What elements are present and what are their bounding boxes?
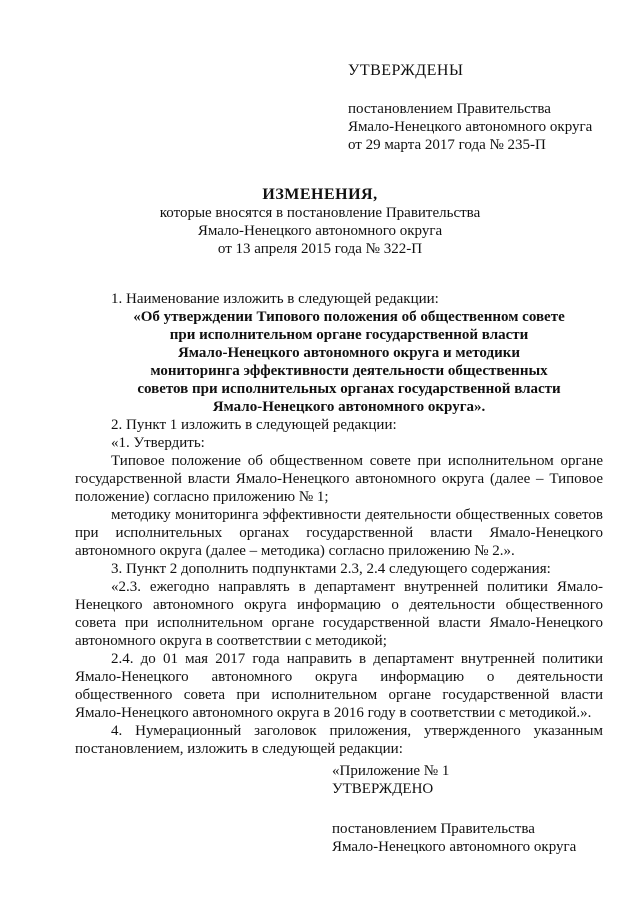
item-1-quote-line: Ямало-Ненецкого автономного округа и методики — [177, 345, 521, 361]
appendix-line: УТВЕРЖДЕНО — [332, 781, 434, 797]
title-line: Ямало-Ненецкого автономного округа — [197, 223, 443, 239]
item-1: 1. Наименование изложить в следующей редакции: — [111, 291, 439, 307]
item-2-sub: методику мониторинга эффективности деятельности общественных советов при исполнительных органах государственной власти Ямало-Ненецкого автономного округа (далее – методика) согласно приложению № 2.». — [75, 507, 603, 559]
approval-line: от 29 марта 2017 года № 235-П — [348, 137, 546, 153]
item-3-sub: 2.4. до 01 мая 2017 года направить в департамент внутренней политики Ямало-Ненецкого автономного округа информацию о деятельности общественного совета при исполнительном органе государственной власти Ямало-Ненецкого автономного округа в 2016 году в соответствии с методикой.». — [75, 651, 603, 721]
item-1-quote-line: советов при исполнительных органах государственной власти — [137, 381, 561, 397]
approval-line: Ямало-Ненецкого автономного округа — [348, 119, 593, 135]
title-main: ИЗМЕНЕНИЯ, — [262, 186, 378, 203]
item-1-quote-line: «Об утверждении Типового положения об общественном совете — [133, 309, 565, 325]
appendix-line: постановлением Правительства — [332, 821, 535, 837]
item-2-sub: Типовое положение об общественном совете при исполнительном органе государственной власти Ямало-Ненецкого автономного округа (далее – Типовое положение) согласно приложению № 1; — [75, 453, 603, 505]
item-3-sub: «2.3. ежегодно направлять в департамент внутренней политики Ямало-Ненецкого автономного округа информацию о деятельности общественного совета при исполнительном органе государственной власти Ямало-Ненецкого автономного округа в соответствии с методикой; — [75, 579, 603, 649]
item-1-quote-line: мониторинга эффективности деятельности общественных — [150, 363, 548, 379]
title-line: которые вносятся в постановление Правительства — [159, 205, 481, 221]
item-3: 3. Пункт 2 дополнить подпунктами 2.3, 2.4 следующего содержания: — [111, 561, 551, 577]
approval-stamp — [348, 62, 628, 154]
item-2-sub: «1. Утвердить: — [111, 435, 205, 451]
appendix-line: Ямало-Ненецкого автономного округа — [332, 839, 577, 855]
item-1-quote-line: при исполнительном органе государственной власти — [169, 327, 529, 343]
document-title — [40, 186, 600, 258]
approval-line: постановлением Правительства — [348, 101, 551, 117]
approval-heading: УТВЕРЖДЕНЫ — [348, 62, 464, 79]
document-body — [75, 290, 603, 758]
item-1-quote-line: Ямало-Ненецкого автономного округа». — [212, 399, 486, 415]
item-2: 2. Пункт 1 изложить в следующей редакции: — [111, 417, 397, 433]
title-line: от 13 апреля 2015 года № 322-П — [217, 241, 423, 257]
item-4: 4. Нумерационный заголовок приложения, утвержденного указанным постановлением, изложить в следующей редакции: — [75, 723, 603, 757]
appendix-line: «Приложение № 1 — [332, 763, 450, 779]
appendix-heading — [332, 762, 622, 856]
